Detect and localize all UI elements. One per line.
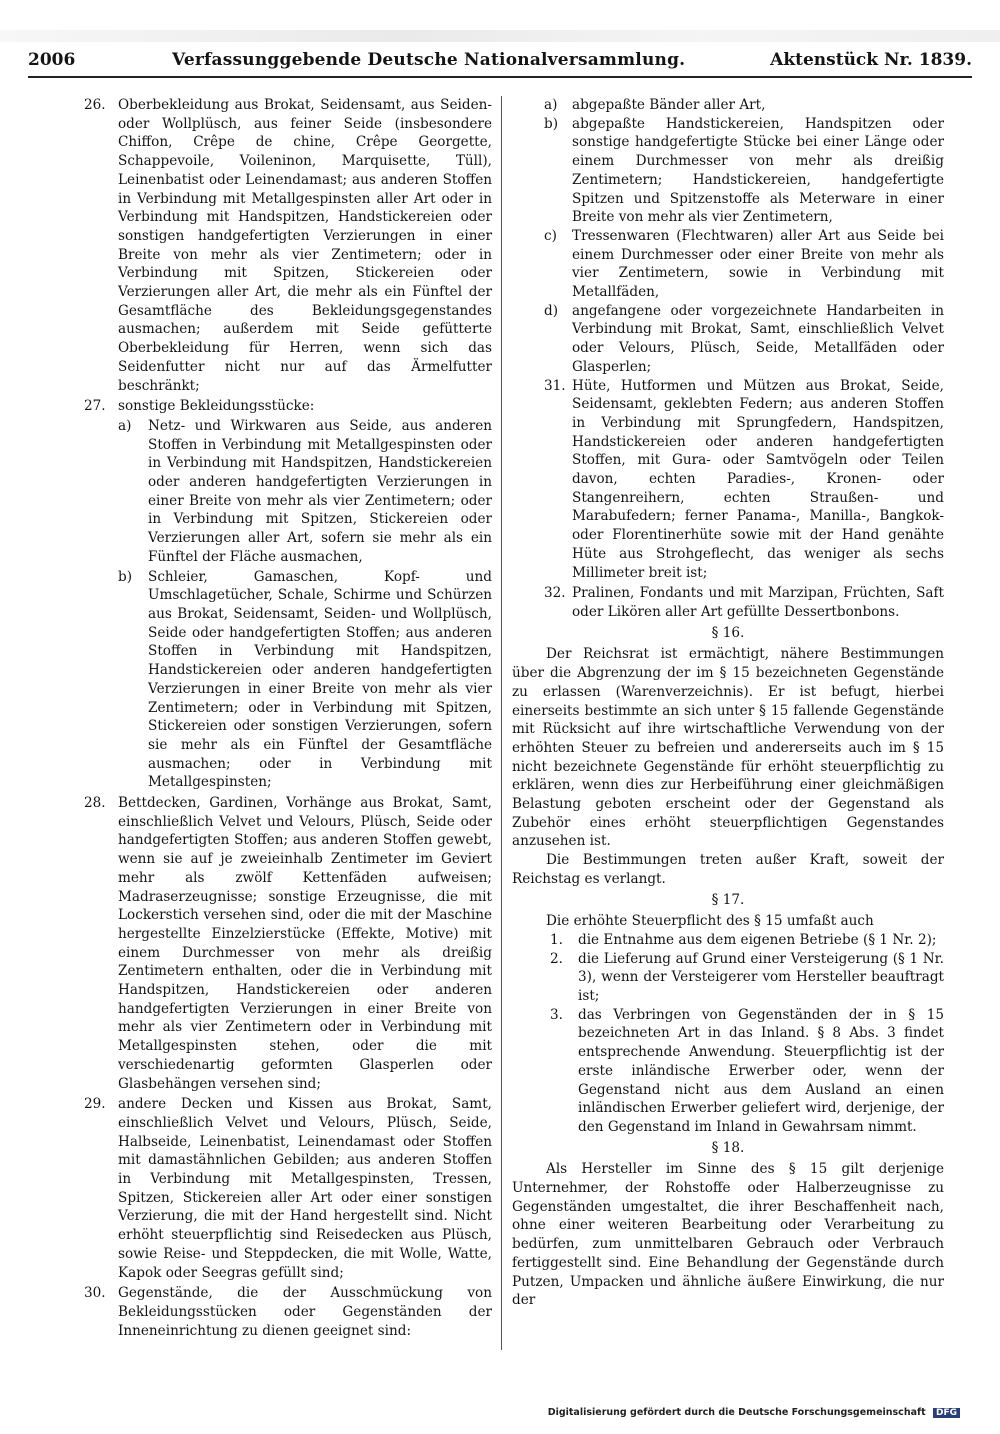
- list-item-32: [512, 584, 944, 621]
- item-text: Gegenstände, die der Ausschmückung von Bekleidungsstücken oder Gegenständen der Inneneinrichtung zu dienen geeignet sind:: [118, 1285, 492, 1339]
- section-heading-18: § 18.: [711, 1139, 745, 1156]
- sub-item-30a: [512, 96, 944, 115]
- sub-item-letter: d): [544, 302, 559, 319]
- page-header: [28, 46, 972, 78]
- item-text: Hüte, Hutformen und Mützen aus Brokat, Seide, Seidensamt, geklebten Federn; aus anderen Stoffen in Verbindung mit Sprungfedern, Handspitzen, Handstickereien oder anderen handgefertigten Stoffen, mit Gura- oder Samtvögeln oder Teilen davon, echten Paradies-, Kronen- oder Stangenreihern, echten Straußen- und Marabufedern; ferner Panama-, Manilla-, Bangkok- oder Florentinerhüte sowie mit der Hand genähte Hüte aus Strohgeflecht, das weniger als sechs Millimeter breit ist;: [572, 377, 944, 581]
- list-item-30: [84, 1284, 492, 1340]
- credit-text: Digitalisierung gefördert durch die Deutsche Forschungsgemeinschaft: [547, 1407, 926, 1418]
- item-number: 26.: [84, 97, 106, 113]
- list-item-31: [512, 377, 944, 583]
- sub-item-letter: a): [544, 97, 558, 113]
- sub-item-letter: b): [118, 568, 133, 585]
- section-17-intro: Die erhöhte Steuerpflicht des § 15 umfaßt auch: [546, 913, 874, 930]
- sub-item-text: Netz- und Wirkwaren aus Seide, aus anderen Stoffen in Verbindung mit Metallgespinsten oder in Verbindung mit Handspitzen, Handstickereien oder anderen handgefertigten Verzierungen in einer Breite von mehr als vier Zentimetern; oder in Verbindung mit Spitzen, Stickereien oder Verzierungen aller Art, sofern sie mehr als ein Fünftel der Fläche ausmachen,: [148, 417, 492, 565]
- item-number: 28.: [84, 795, 106, 812]
- right-column: [512, 96, 944, 1310]
- sub-item-b: [118, 568, 492, 792]
- header-title: Verfassunggebende Deutsche Nationalversammlung.: [172, 50, 686, 70]
- item-number: 32.: [544, 585, 566, 602]
- sub-item-30d: [512, 302, 944, 377]
- list-item-28: [84, 794, 492, 1093]
- item-number: 27.: [84, 398, 106, 415]
- column-divider: [501, 96, 502, 1350]
- sub-item-letter: a): [118, 417, 132, 434]
- list-text: die Lieferung auf Grund einer Versteigerung (§ 1 Nr. 3), wenn der Versteigerer vom Hersteller beauftragt ist;: [578, 950, 944, 1005]
- list-number: 2.: [550, 950, 563, 967]
- list-item-26: [84, 96, 492, 395]
- list-item-27: [84, 397, 492, 792]
- sub-item-a: [118, 417, 492, 567]
- list-item-29: [84, 1095, 492, 1282]
- list-number: 1.: [550, 931, 563, 948]
- list-text: die Entnahme aus dem eigenen Betriebe (§ 1 Nr. 2);: [578, 931, 937, 948]
- document-reference: Aktenstück Nr. 1839.: [770, 50, 972, 70]
- section-18-paragraph-1: Als Hersteller im Sinne des § 15 gilt derjenige Unternehmer, der Rohstoffe oder Halberzeugnisse zu Gegenständen umgestaltet, die ihrer Beschaffenheit nach, ohne einer weiteren Bearbeitung oder Verarbeitung zu bedürfen, zum unmittelbaren Gebrauch oder Verbrauch fertiggestellt sind. Eine Behandlung der Gegenstände durch Putzen, Umpacken und ähnliche äußere Einwirkung, die nur der: [512, 1161, 944, 1309]
- sub-item-30c: [512, 227, 944, 302]
- item-number: 29.: [84, 1096, 106, 1113]
- sub-item-text: Tressenwaren (Flechtwaren) aller Art aus Seide bei einem Durchmesser oder einer Breite von mehr als vier Zentimetern, sowie in Verbindung mit Metallfäden,: [572, 227, 944, 301]
- item-text: andere Decken und Kissen aus Brokat, Samt, einschließlich Velvet und Velours, Plüsch, Seide, Halbseide, Leinenbatist, Leinendamast oder Stoffen mit damastähnlichen Gebilden; aus anderen Stoffen in Verbindung mit Metallgespinsten, Tressen, Spitzen, Stickereien aller Art oder einer sonstigen Verzierung, die mit der Hand hergestellt sind. Nicht erhöht steuerpflichtig sind Reisedecken aus Plüsch, sowie Reise- und Steppdecken, die mit Wolle, Watte, Kapok oder Seegras gefüllt sind;: [118, 1096, 492, 1281]
- sub-item-text: abgepaßte Bänder aller Art,: [572, 97, 766, 113]
- scan-edge: [0, 30, 1000, 42]
- item-text: Bettdecken, Gardinen, Vorhänge aus Brokat, Samt, einschließlich Velvet und Velours, Plüsch, Seide oder handgefertigten Stoffen; aus anderen Stoffen gewebt, wenn sie auf je zweieinhalb Zentimeter im Geviert mehr als zwölf Kettenfäden aufweisen; Madraserzeugnisse; sonstige Erzeugnisse, die mit Lockerstich versehen sind, oder die mit der Maschine hergestellte Einzelzierstücke (Effekte, Motive) mit einem Durchmesser von mehr als dreißig Zentimetern enthalten, oder die in Verbindung mit Handspitzen, Handstickereien oder anderen handgefertigten Verzierungen in einer Breite von mehr als vier Zentimetern oder in Verbindung mit Metallgespinsten stehen, oder die mit verschiedenartig geformten Glasperlen oder Glasbehängen versehen sind;: [118, 795, 492, 1092]
- sub-item-letter: c): [544, 227, 557, 244]
- item-number: 31.: [544, 377, 566, 394]
- section-17-item-1: [512, 931, 944, 950]
- section-17-item-3: [512, 1006, 944, 1137]
- page-number: 2006: [28, 50, 76, 70]
- section-16-paragraph-1: Der Reichsrat ist ermächtigt, nähere Bestimmungen über die Abgrenzung der im § 15 bezeichneten Gegenstände zu erlassen (Warenverzeichnis). Er ist befugt, hierbei einerseits bestimmte an sich unter § 15 fallende Gegenstände mit Rücksicht auf ihre wirtschaftliche Verwendung von der erhöhten Steuer zu befreien und andererseits auch im § 15 nicht bezeichnete Gegenstände für erhöht steuerpflichtig zu erklären, wenn dies zur Herbeiführung einer gleichmäßigen Belastung geboten erscheint oder der Gegenstand als Zubehör eines erhöht steuerpflichtigen Gegenstandes anzusehen ist.: [512, 646, 944, 850]
- list-text: das Verbringen von Gegenständen der in § 15 bezeichneten Art in das Inland. § 8 Abs. 3 findet entsprechende Anwendung. Steuerpflichtig ist der erste inländische Erwerber oder, wenn der Gegenstand nicht aus dem Ausland an einen inländischen Erwerber geliefert wird, derjenige, der den Gegenstand im Inland in Gewahrsam nimmt.: [578, 1006, 944, 1135]
- item-text: sonstige Bekleidungsstücke:: [118, 398, 315, 415]
- digitization-credit: [548, 1407, 960, 1418]
- item-number: 30.: [84, 1285, 106, 1302]
- item-text: Pralinen, Fondants und mit Marzipan, Früchten, Saft oder Likören aller Art gefüllte Dessertbonbons.: [572, 585, 944, 620]
- sub-item-text: Schleier, Gamaschen, Kopf- und Umschlagetücher, Schale, Schirme und Schürzen aus Brokat, Seidensamt, Seiden- und Wollplüsch, Seide oder handgefertigten Stoffen; aus anderen Stoffen in Verbindung mit Handspitzen, Handstickereien oder anderen handgefertigten Verzierungen in einer Breite von mehr als vier Zentimetern; oder in Verbindung mit Spitzen, Stickereien oder sonstigen Verzierungen, sofern sie mehr als ein Fünftel der Gesamtfläche ausmachen; oder in Verbindung mit Metallgespinsten;: [148, 568, 492, 791]
- section-17-item-2: [512, 950, 944, 1006]
- sub-item-30b: [512, 115, 944, 227]
- sub-item-text: abgepaßte Handstickereien, Handspitzen oder sonstige handgefertigte Stücke bei einer Länge oder einem Durchmesser von mehr als dreißig Zentimetern; Handstickereien, handgefertigte Spitzen und Spitzenstoffe als Meterware in einer Breite von mehr als vier Zentimetern,: [572, 115, 944, 226]
- sub-item-letter: b): [544, 115, 559, 132]
- item-text: Oberbekleidung aus Brokat, Seidensamt, aus Seiden- oder Wollplüsch, aus feiner Seide (insbesondere Chiffon, Crêpe de chine, Crêpe Georgette, Schappevoile, Voileninon, Marquisette, Tüll), Leinenbatist oder Leinendamast; aus anderen Stoffen in Verbindung mit Metallgespinsten aller Art oder in Verbindung mit Handspitzen, Handstickereien oder sonstigen handgefertigten Verzierungen in einer Breite von mehr als vier Zentimetern; oder in Verbindung mit Spitzen, Stickereien oder Verzierungen aller Art, die mehr als ein Fünftel der Gesamtfläche des Bekleidungsgegenstandes ausmachen; außerdem mit Seide gefütterte Oberbekleidung für Herren, wenn sich das Seidenfutter nicht nur auf das Ärmelfutter beschränkt;: [118, 97, 492, 394]
- section-16-paragraph-2: Die Bestimmungen treten außer Kraft, soweit der Reichstag es verlangt.: [512, 852, 944, 887]
- section-heading-17: § 17.: [711, 891, 745, 908]
- sub-item-text: angefangene oder vorgezeichnete Handarbeiten in Verbindung mit Brokat, Samt, einschließlich Velvet oder Velours, Plüsch, Seide, Metallfäden oder Glasperlen;: [572, 302, 944, 375]
- left-column: [84, 96, 492, 1342]
- list-number: 3.: [550, 1006, 563, 1023]
- section-heading-16: § 16.: [711, 624, 745, 641]
- dfg-logo: DFG: [933, 1408, 960, 1418]
